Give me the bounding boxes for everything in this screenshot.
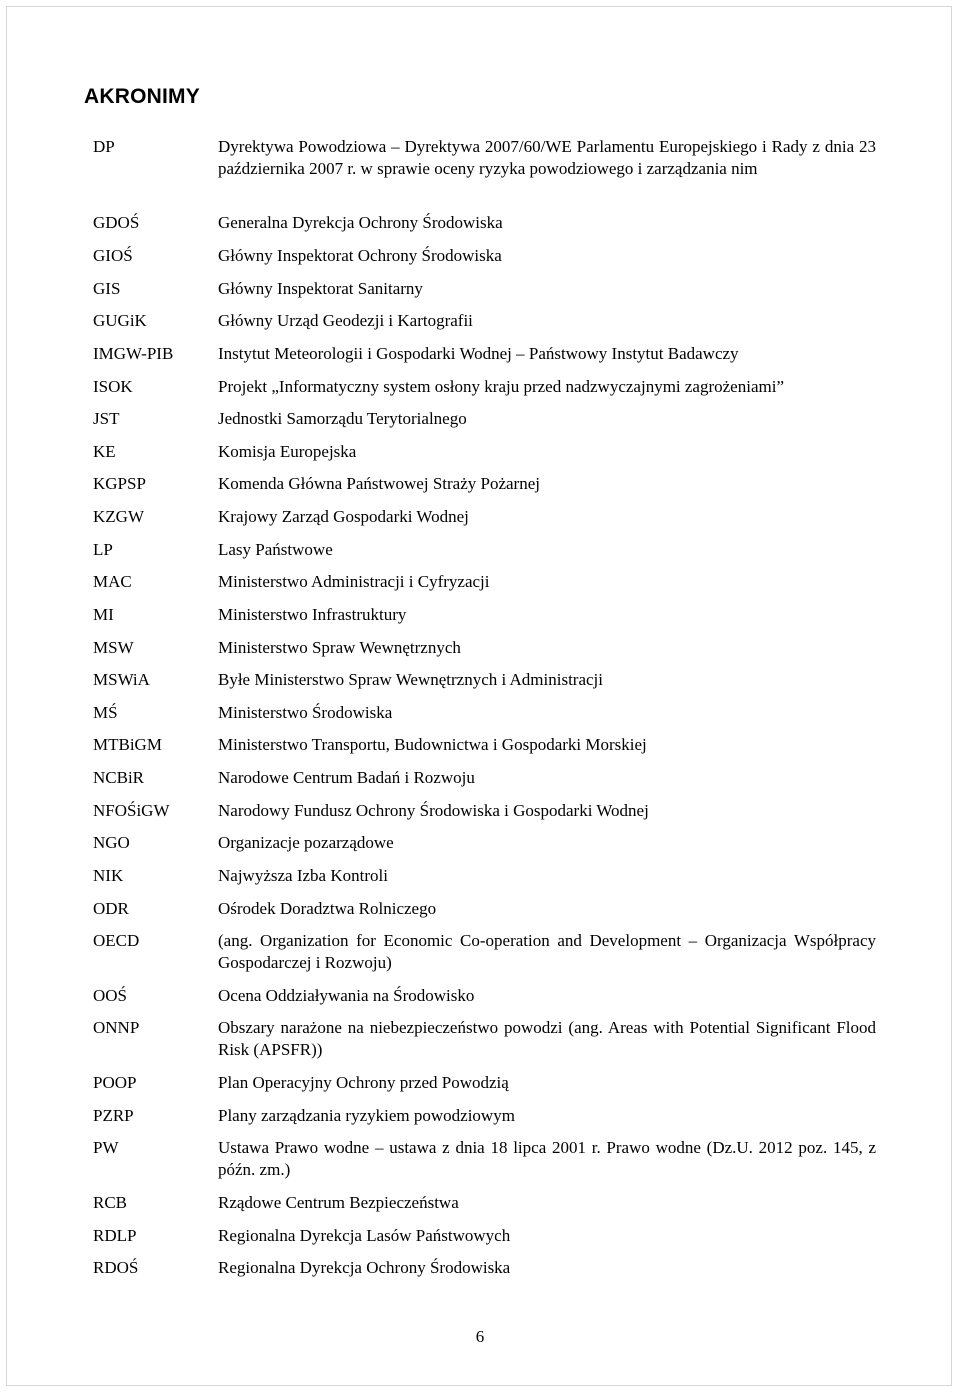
acronym-description: Główny Inspektorat Ochrony Środowiska (218, 246, 502, 265)
acronym-abbr: KGPSP (93, 474, 146, 493)
acronym-description: Regionalna Dyrekcja Lasów Państwowych (218, 1226, 511, 1245)
acronym-abbr: GDOŚ (93, 213, 140, 232)
acronym-description: Generalna Dyrekcja Ochrony Środowiska (218, 213, 503, 232)
acronym-abbr: OECD (93, 931, 140, 950)
acronym-description: Obszary narażone na niebezpieczeństwo powodzi (ang. Areas with Potential Significant Flood Risk (APSFR)) (218, 1018, 876, 1059)
page-number: 6 (475, 1327, 485, 1346)
acronym-abbr: RDOŚ (93, 1258, 139, 1277)
acronym-description: Ośrodek Doradztwa Rolniczego (218, 899, 437, 918)
acronym-description: Jednostki Samorządu Terytorialnego (218, 409, 467, 428)
acronym-description: Najwyższa Izba Kontroli (218, 866, 388, 885)
acronym-description: Główny Urząd Geodezji i Kartografii (218, 311, 473, 330)
acronym-abbr: ISOK (93, 377, 133, 396)
page-heading: AKRONIMY (84, 85, 200, 108)
acronym-description: Ministerstwo Spraw Wewnętrznych (218, 638, 461, 657)
acronym-abbr: ODR (93, 899, 129, 918)
acronym-description: Narodowy Fundusz Ochrony Środowiska i Gospodarki Wodnej (218, 801, 649, 820)
acronym-description: Regionalna Dyrekcja Ochrony Środowiska (218, 1258, 511, 1277)
acronym-abbr: GUGiK (93, 311, 147, 330)
acronym-description: Rządowe Centrum Bezpieczeństwa (218, 1193, 459, 1212)
acronym-abbr: NGO (93, 833, 130, 852)
acronym-abbr: MAC (93, 572, 132, 591)
acronym-description: Ustawa Prawo wodne – ustawa z dnia 18 lipca 2001 r. Prawo wodne (Dz.U. 2012 poz. 145, z późn. zm.) (218, 1138, 876, 1179)
acronym-abbr: MSW (93, 638, 134, 657)
acronym-description: Komenda Główna Państwowej Straży Pożarnej (218, 474, 540, 493)
acronym-description: Lasy Państwowe (218, 540, 333, 559)
acronym-description: Krajowy Zarząd Gospodarki Wodnej (218, 507, 469, 526)
acronym-description: Plan Operacyjny Ochrony przed Powodzią (218, 1073, 509, 1092)
acronym-abbr: RDLP (93, 1226, 137, 1245)
acronym-description: Ministerstwo Środowiska (218, 703, 393, 722)
acronym-description: Projekt „Informatyczny system osłony kraju przed nadzwyczajnymi zagrożeniami” (218, 377, 784, 396)
acronym-abbr: MTBiGM (93, 735, 162, 754)
acronym-abbr: ONNP (93, 1018, 140, 1037)
acronym-description: Ministerstwo Transportu, Budownictwa i Gospodarki Morskiej (218, 735, 647, 754)
acronym-description: Narodowe Centrum Badań i Rozwoju (218, 768, 475, 787)
acronym-abbr: IMGW-PIB (93, 344, 174, 363)
acronym-abbr: LP (93, 540, 113, 559)
acronym-description: Główny Inspektorat Sanitarny (218, 279, 423, 298)
acronym-abbr: GIOŚ (93, 246, 133, 265)
acronym-abbr: NCBiR (93, 768, 145, 787)
acronym-abbr: KE (93, 442, 116, 461)
acronym-description: Dyrektywa Powodziowa – Dyrektywa 2007/60/WE Parlamentu Europejskiego i Rady z dnia 23 października 2007 r. w sprawie oceny ryzyka powodziowego i zarządzania nim (218, 137, 876, 178)
acronym-abbr: MŚ (93, 703, 118, 722)
acronym-description: Organizacje pozarządowe (218, 833, 394, 852)
acronym-abbr: MSWiA (93, 670, 150, 689)
acronym-abbr: MI (93, 605, 114, 624)
acronym-description: Plany zarządzania ryzykiem powodziowym (218, 1106, 515, 1125)
acronym-abbr: GIS (93, 279, 121, 298)
acronym-description: Ministerstwo Infrastruktury (218, 605, 407, 624)
acronym-abbr: PZRP (93, 1106, 134, 1125)
acronym-abbr: PW (93, 1138, 119, 1157)
acronym-abbr: JST (93, 409, 120, 428)
acronym-abbr: POOP (93, 1073, 137, 1092)
acronym-description: Ocena Oddziaływania na Środowisko (218, 986, 475, 1005)
acronym-description: (ang. Organization for Economic Co-operation and Development – Organizacja Współpracy Gospodarczej i Rozwoju) (218, 931, 876, 972)
acronym-abbr: RCB (93, 1193, 128, 1212)
acronym-abbr: KZGW (93, 507, 144, 526)
acronym-description: Ministerstwo Administracji i Cyfryzacji (218, 572, 490, 591)
acronym-abbr: NIK (93, 866, 124, 885)
acronym-abbr: OOŚ (93, 986, 128, 1005)
acronym-description: Instytut Meteorologii i Gospodarki Wodnej – Państwowy Instytut Badawczy (218, 344, 739, 363)
acronym-abbr: DP (93, 137, 115, 156)
acronym-description: Komisja Europejska (218, 442, 357, 461)
acronym-description: Byłe Ministerstwo Spraw Wewnętrznych i Administracji (218, 670, 604, 689)
acronym-abbr: NFOŚiGW (93, 801, 170, 820)
